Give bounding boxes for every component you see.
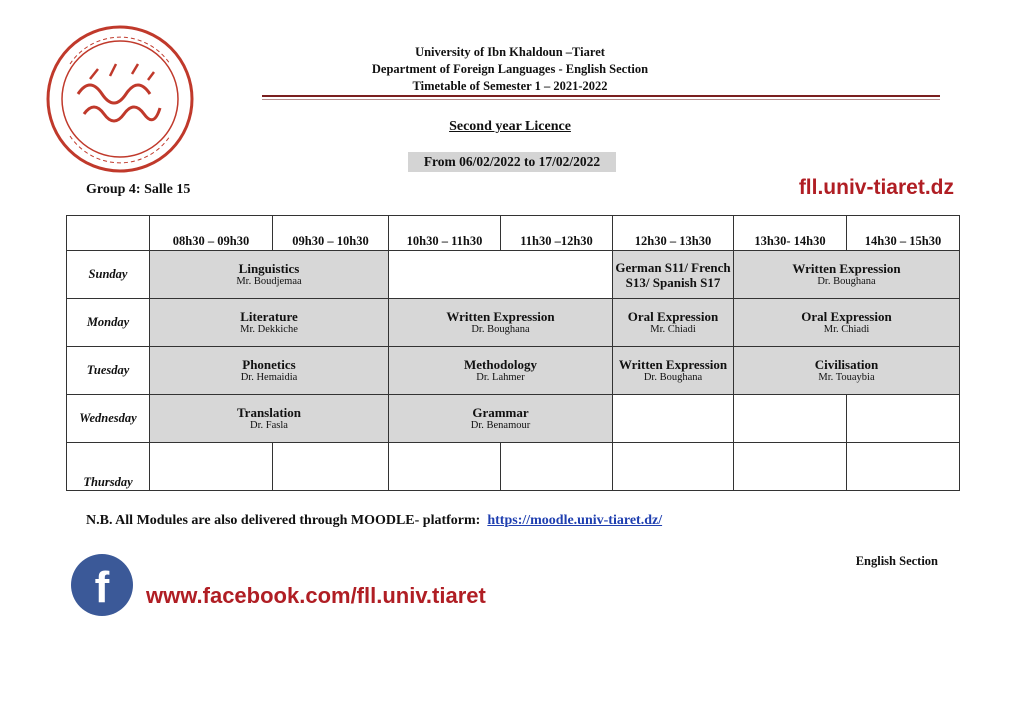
- timeslot-header-row: [67, 216, 960, 251]
- timeslot-header: 14h30 – 15h30: [847, 216, 960, 251]
- empty-cell: [389, 251, 613, 299]
- teacher-name: Mr. Dekkiche: [240, 323, 298, 335]
- course-name: Written Expression: [446, 308, 555, 324]
- header-divider: [262, 95, 940, 97]
- course-name: Methodology: [464, 356, 537, 372]
- course-name: Oral Expression: [627, 308, 719, 324]
- course-name: Written Expression: [618, 356, 728, 372]
- day-row-thursday: [67, 443, 960, 491]
- timeslot-header: 10h30 – 11h30: [389, 216, 501, 251]
- teacher-name: Mr. Boudjemaa: [236, 275, 302, 287]
- teacher-name: Mr. Touaybia: [818, 371, 875, 383]
- session-cell: [389, 395, 613, 443]
- empty-cell: [613, 395, 734, 443]
- timeslot-header: 08h30 – 09h30: [150, 216, 273, 251]
- university-name: University of Ibn Khaldoun –Tiaret: [415, 45, 605, 59]
- session-cell: [613, 347, 734, 395]
- session-cell: [734, 251, 960, 299]
- course-name: Literature: [240, 308, 298, 324]
- day-row-monday: [67, 299, 960, 347]
- empty-cell: [150, 443, 273, 491]
- day-label: Tuesday: [67, 347, 150, 395]
- teacher-name: Mr. Chiadi: [823, 323, 870, 335]
- session-cell: [734, 299, 960, 347]
- empty-cell: [613, 443, 734, 491]
- session-cell: [734, 347, 960, 395]
- header-divider-thin: [262, 99, 940, 100]
- university-seal-icon: [40, 24, 200, 174]
- date-range: From 06/02/2022 to 17/02/2022: [408, 152, 616, 172]
- teacher-name: Dr. Hemaidia: [240, 371, 298, 383]
- day-label: Thursday: [67, 443, 150, 491]
- timeslot-header: 09h30 – 10h30: [273, 216, 389, 251]
- session-cell: [150, 395, 389, 443]
- teacher-name: Dr. Benamour: [470, 419, 531, 431]
- empty-cell: [847, 395, 960, 443]
- course-name: Grammar: [472, 404, 529, 420]
- group-label: Group 4: Salle 15: [86, 182, 191, 197]
- teacher-name: Dr. Boughana: [471, 323, 530, 335]
- corner-cell: [67, 216, 150, 251]
- day-label: Monday: [67, 299, 150, 347]
- day-label: Sunday: [67, 251, 150, 299]
- teacher-name: Dr. Boughana: [817, 275, 876, 287]
- moodle-link[interactable]: https://moodle.univ-tiaret.dz/: [487, 513, 663, 528]
- course-name: Phonetics: [242, 356, 296, 372]
- course-name: German S11/ French S13/ Spanish S17: [615, 259, 731, 290]
- session-cell: [150, 299, 389, 347]
- day-row-tuesday: [67, 347, 960, 395]
- session-cell: [613, 299, 734, 347]
- page-subtitle: Second year Licence: [449, 119, 571, 134]
- teacher-name: Dr. Boughana: [643, 371, 703, 383]
- website-link[interactable]: fll.univ-tiaret.dz: [798, 176, 954, 199]
- timetable-title: Timetable of Semester 1 – 2021-2022: [412, 79, 608, 93]
- teacher-name: Dr. Lahmer: [476, 371, 525, 383]
- empty-cell: [501, 443, 613, 491]
- timeslot-header: 11h30 –12h30: [501, 216, 613, 251]
- university-seal: [40, 24, 200, 174]
- facebook-letter: f: [94, 563, 110, 612]
- facebook-icon[interactable]: [70, 553, 134, 617]
- timeslot-header: 12h30 – 13h30: [613, 216, 734, 251]
- empty-cell: [273, 443, 389, 491]
- session-cell: [389, 299, 613, 347]
- department-name: Department of Foreign Languages - English Section: [371, 62, 649, 76]
- session-cell: [613, 251, 734, 299]
- course-name: Linguistics: [238, 260, 300, 276]
- course-name: Translation: [236, 404, 302, 420]
- moodle-note: [86, 513, 662, 529]
- teacher-name: Mr. Chiadi: [650, 323, 696, 335]
- course-name: Oral Expression: [801, 308, 892, 324]
- facebook-url[interactable]: www.facebook.com/fll.univ.tiaret: [146, 583, 486, 608]
- day-row-sunday: [67, 251, 960, 299]
- empty-cell: [734, 395, 847, 443]
- timetable-grid: [66, 215, 960, 491]
- session-cell: [150, 251, 389, 299]
- timeslot-header: 13h30- 14h30: [734, 216, 847, 251]
- empty-cell: [389, 443, 501, 491]
- moodle-note-text: N.B. All Modules are also delivered through MOODLE- platform:: [86, 513, 481, 528]
- empty-cell: [734, 443, 847, 491]
- session-cell: [150, 347, 389, 395]
- course-name: Written Expression: [792, 260, 901, 276]
- day-label: Wednesday: [67, 395, 150, 443]
- session-cell: [389, 347, 613, 395]
- course-name: Civilisation: [814, 356, 879, 372]
- section-signature: English Section: [855, 554, 938, 568]
- teacher-name: Dr. Fasla: [250, 419, 288, 431]
- empty-cell: [847, 443, 960, 491]
- day-row-wednesday: [67, 395, 960, 443]
